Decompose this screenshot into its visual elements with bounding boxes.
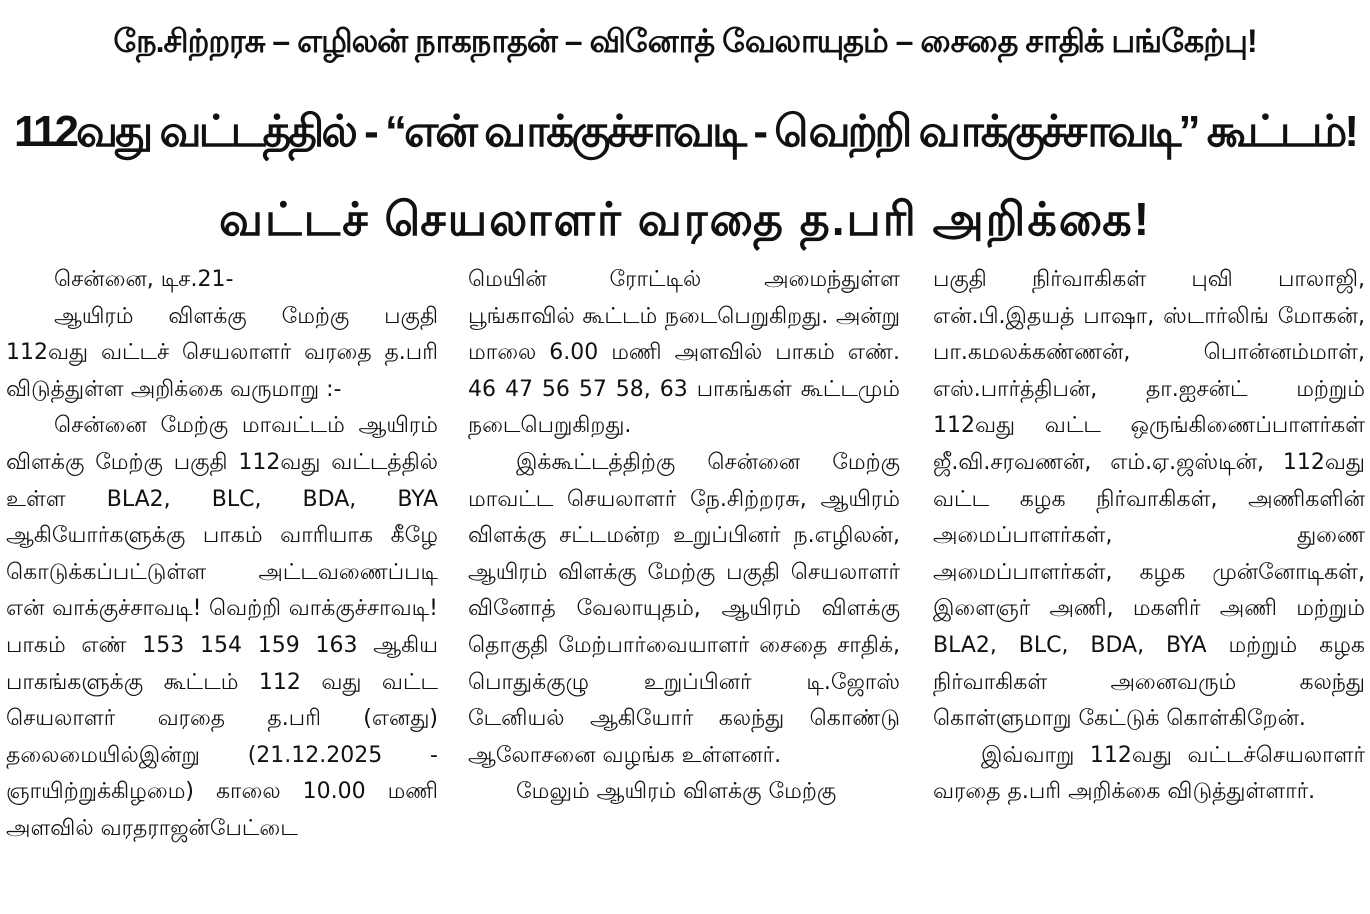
column-2	[468, 262, 900, 912]
paragraph: ஆயிரம் விளக்கு மேற்கு பகுதி 112வது வட்டச் செயலாளர் வரதை த.பரி விடுத்துள்ள அறிக்கை வருமாறு :-	[6, 303, 438, 402]
subheadline: வட்டச் செயலாளர் வரதை த.பரி அறிக்கை!	[218, 193, 1152, 245]
column-3	[933, 262, 1365, 912]
paragraph: இக்கூட்டத்திற்கு சென்னை மேற்கு மாவட்ட செயலாளர் நே.சிற்றரசு, ஆயிரம் விளக்கு சட்டமன்ற உறுப்பினர் ந.எழிலன், ஆயிரம் விளக்கு மேற்கு பகுதி செயலாளர் வினோத் வேலாயுதம், ஆயிரம் விளக்கு தொகுதி மேற்பார்வையாளர் சைதை சாதிக், பொதுக்குழு உறுப்பினர் டி.ஜோஸ் டேனியல் ஆகியோர் கலந்து கொண்டு ஆலோசனை வழங்க உள்ளனர்.	[468, 449, 900, 768]
column-1	[6, 262, 438, 912]
paragraph: மெயின் ரோட்டில் அமைந்துள்ள பூங்காவில் கூட்டம் நடைபெறுகிறது. அன்று மாலை 6.00 மணி அளவில் பாகம் எண். 46 47 56 57 58, 63 பாகங்கள் கூட்டமும் நடைபெறுகிறது.	[468, 267, 900, 439]
dateline: சென்னை, டிச.21-	[54, 267, 234, 292]
paragraph: பகுதி நிர்வாகிகள் புவி பாலாஜி, என்.பி.இதயத் பாஷா, ஸ்டார்லிங் மோகன், பா.கமலக்கண்ணன், பொன்னம்மாள், எஸ்.பார்த்திபன், தா.ஐசன்ட் மற்றும் 112வது வட்ட ஒருங்கிணைப்பாளர்கள் ஜீ.வி.சரவணன், எம்.ஏ.ஜஸ்டின், 112வது வட்ட கழக நிர்வாகிகள், அணிகளின் அமைப்பாளர்கள், துணை அமைப்பாளர்கள், கழக முன்னோடிகள், இளைஞர் அணி, மகளிர் அணி மற்றும் BLA2, BLC, BDA, BYA மற்றும் கழக நிர்வாகிகள் அனைவரும் கலந்து கொள்ளுமாறு கேட்டுக் கொள்கிறேன்.	[933, 267, 1365, 732]
paragraph: சென்னை மேற்கு மாவட்டம் ஆயிரம் விளக்கு மேற்கு பகுதி 112வது வட்டத்தில் உள்ள BLA2, BLC, BDA, BYA ஆகியோர்களுக்கு பாகம் வாரியாக கீழே கொடுக்கப்பட்டுள்ள அட்டவணைப்படி என் வாக்குச்சாவடி! வெற்றி வாக்குச்சாவடி! பாகம் எண் 153 154 159 163 ஆகிய பாகங்களுக்கு கூட்டம் 112 வது வட்ட செயலாளர் வரதை த.பரி (எனது) தலைமையில்இன்று (21.12.2025 - ஞாயிற்றுக்கிழமை) காலை 10.00 மணி அளவில் வரதராஜன்பேட்டை	[6, 413, 438, 841]
headline: 112வது வட்டத்தில் - “என் வாக்குச்சாவடி - வெற்றி வாக்குச்சாவடி” கூட்டம்!	[14, 107, 1356, 156]
kicker-line: நே.சிற்றரசு – எழிலன் நாகநாதன் – வினோத் வேலாயுதம் – சைதை சாதிக் பங்கேற்பு!	[113, 23, 1257, 59]
paragraph: இவ்வாறு 112வது வட்டச்செயலாளர் வரதை த.பரி அறிக்கை விடுத்துள்ளார்.	[933, 742, 1365, 805]
paragraph: மேலும் ஆயிரம் விளக்கு மேற்கு	[516, 779, 837, 805]
